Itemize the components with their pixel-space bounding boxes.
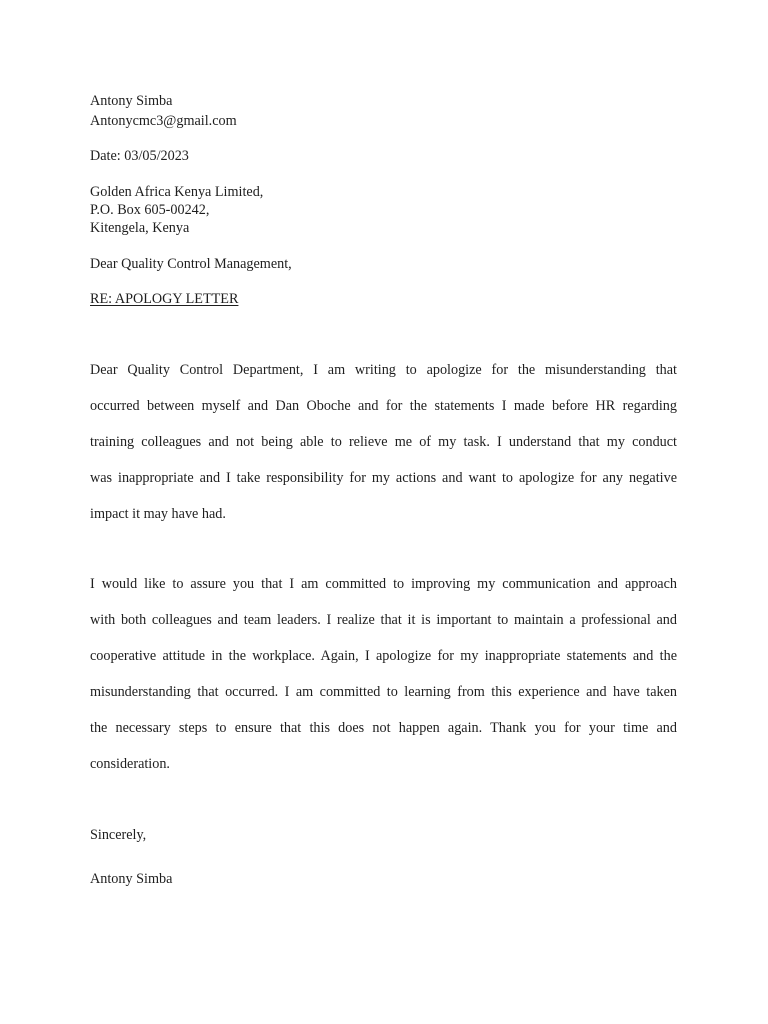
paragraph-line: misunderstanding that occurred. I am committed to learning from this experience and have taken <box>90 684 677 700</box>
closing: Sincerely, <box>90 827 147 843</box>
paragraph-line: Dear Quality Control Department, I am writing to apologize for the misunderstanding that <box>90 362 677 378</box>
salutation: Dear Quality Control Management, <box>90 256 292 272</box>
paragraph-line: occurred between myself and Dan Oboche and for the statements I made before HR regarding <box>90 398 677 414</box>
paragraph-line: the necessary steps to ensure that this does not happen again. Thank you for your time and <box>90 720 677 736</box>
paragraph-line: consideration. <box>90 756 170 772</box>
paragraph-line: with both colleagues and team leaders. I realize that it is important to maintain a professional and <box>90 612 677 628</box>
sender-name: Antony Simba <box>90 93 173 109</box>
recipient-line-2: P.O. Box 605-00242, <box>90 202 210 218</box>
subject-line: RE: APOLOGY LETTER <box>90 291 239 307</box>
paragraph-line: impact it may have had. <box>90 506 226 522</box>
paragraph-line: cooperative attitude in the workplace. Again, I apologize for my inappropriate statements and the <box>90 648 677 664</box>
recipient-line-1: Golden Africa Kenya Limited, <box>90 184 264 200</box>
paragraph-line: training colleagues and not being able to relieve me of my task. I understand that my conduct <box>90 434 677 450</box>
signature: Antony Simba <box>90 871 173 887</box>
paragraph-line: I would like to assure you that I am committed to improving my communication and approach <box>90 576 677 592</box>
letter-date: Date: 03/05/2023 <box>90 148 189 164</box>
recipient-line-3: Kitengela, Kenya <box>90 220 190 236</box>
sender-email: Antonycmc3@gmail.com <box>90 113 237 129</box>
paragraph-line: was inappropriate and I take responsibility for my actions and want to apologize for any negative <box>90 470 677 486</box>
